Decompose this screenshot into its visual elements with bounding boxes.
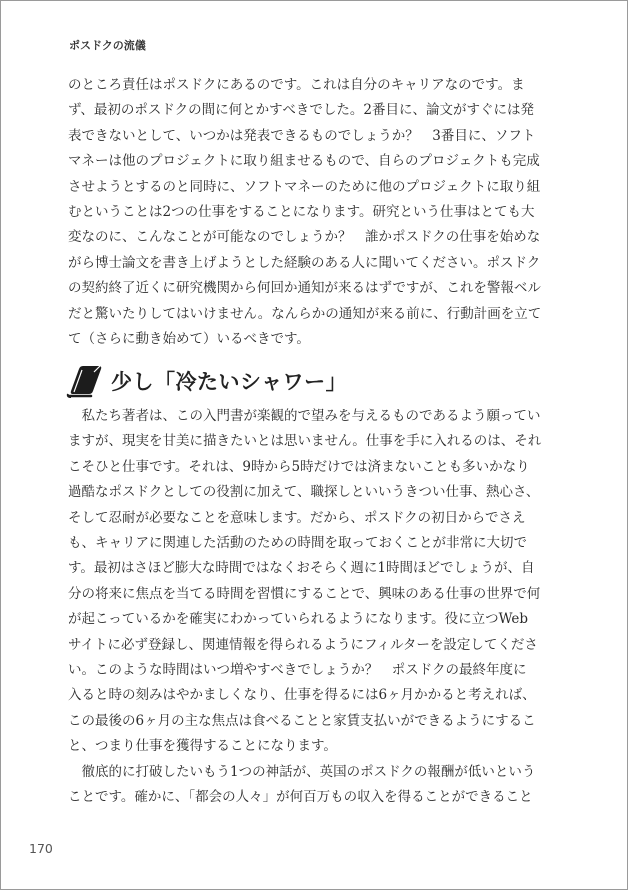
text-line: 徹底的に打破したいもう1つの神話が、英国のポスドクの報酬が低いという	[68, 763, 536, 780]
text-line: させようとするのと同時に、ソフトマネーのために他のプロジェクトに取り組	[68, 178, 541, 195]
text-line: ますが、現実を甘美に描きたいとは思いません。仕事を手に入れるのは、それ	[68, 433, 542, 450]
text-line: 表できないとして、いつかは発表できるものでしょうか？ 3番目に、ソフト	[68, 127, 536, 144]
text-line: 過酷なポスドクとしての役割に加えて、職探しといいうきつい仕事、熱心さ、	[68, 484, 540, 501]
text-line: と、つまり仕事を獲得することになります。	[68, 738, 337, 755]
notebook-pen-icon	[65, 363, 105, 399]
text-line: ことです。確かに、「都会の人々」が何百万もの収入を得ることができること	[68, 789, 533, 806]
paragraph-1	[68, 73, 564, 352]
text-line: がら博士論文を書き上げようとした経験のある人に聞いてください。ポスドク	[68, 254, 541, 271]
text-line: が起こっているかを確実にわかっていられるようになります。役に立つWeb	[68, 611, 529, 628]
text-line: て（さらに動き始めて）いるべきです。	[68, 331, 310, 348]
text-line: マネーは他のプロジェクトに取り組ませるもので、自らのプロジェクトも完成	[68, 153, 540, 170]
text-line: だと驚いたりしてはいけません。なんらかの通知が来る前に、行動計画を立て	[68, 305, 542, 322]
text-line: 入ると時の刻みはやかましくなり、仕事を得るには6ヶ月かかると考えれば、	[68, 687, 536, 704]
text-line: 私たち著者は、この入門書が楽観的で望みを与えるものであるよう願ってい	[68, 408, 541, 424]
text-line: 分の将来に焦点を当てる時間を習慣にすることで、興味のある仕事の世界で何	[68, 585, 541, 602]
text-line: こそひと仕事です。それは、9時から5時だけでは済まないことも多いかなり	[68, 458, 530, 475]
section-title: 少し「冷たいシャワー」	[111, 370, 348, 394]
text-line: この最後の6ヶ月の主な焦点は食べることと家賃支払いができるようにするこ	[68, 712, 536, 729]
text-line: い。このような時間はいつ増やすべきでしょうか？ ポスドクの最終年度に	[68, 662, 527, 679]
running-header: ポスドクの流儀	[69, 39, 146, 52]
text-line: そして忍耐が必要なことを意味します。だから、ポスドクの初日からでさえ	[68, 509, 526, 526]
text-line: の契約終了近くに研究機関から何回か通知が来るはずですが、これを警報ベル	[68, 280, 541, 297]
paragraph-2	[68, 404, 564, 811]
text-line: のところ責任はポスドクにあるのです。これは自分のキャリアなのです。ま	[68, 77, 525, 93]
text-line: も、キャリアに関連した活動のための時間を取っておくことが非常に大切で	[68, 535, 527, 552]
page-number: 170	[29, 841, 53, 856]
text-line: す。最初はさほど膨大な時間ではなくおそらく週に1時間ほどでしょうが、自	[68, 560, 535, 577]
section-heading	[65, 363, 347, 399]
text-line: むということは2つの仕事をすることになります。研究という仕事はとても大	[68, 204, 535, 221]
text-line: サイトに必ず登録し、関連情報を得られるようにフィルターを設定してくださ	[68, 636, 538, 653]
text-line: ず、最初のポスドクの間に何とかすべきでした。2番目に、論文がすぐには発	[68, 102, 534, 119]
text-line: 変なのに、こんなことが可能なのでしょうか？ 誰かポスドクの仕事を始めな	[68, 229, 541, 246]
